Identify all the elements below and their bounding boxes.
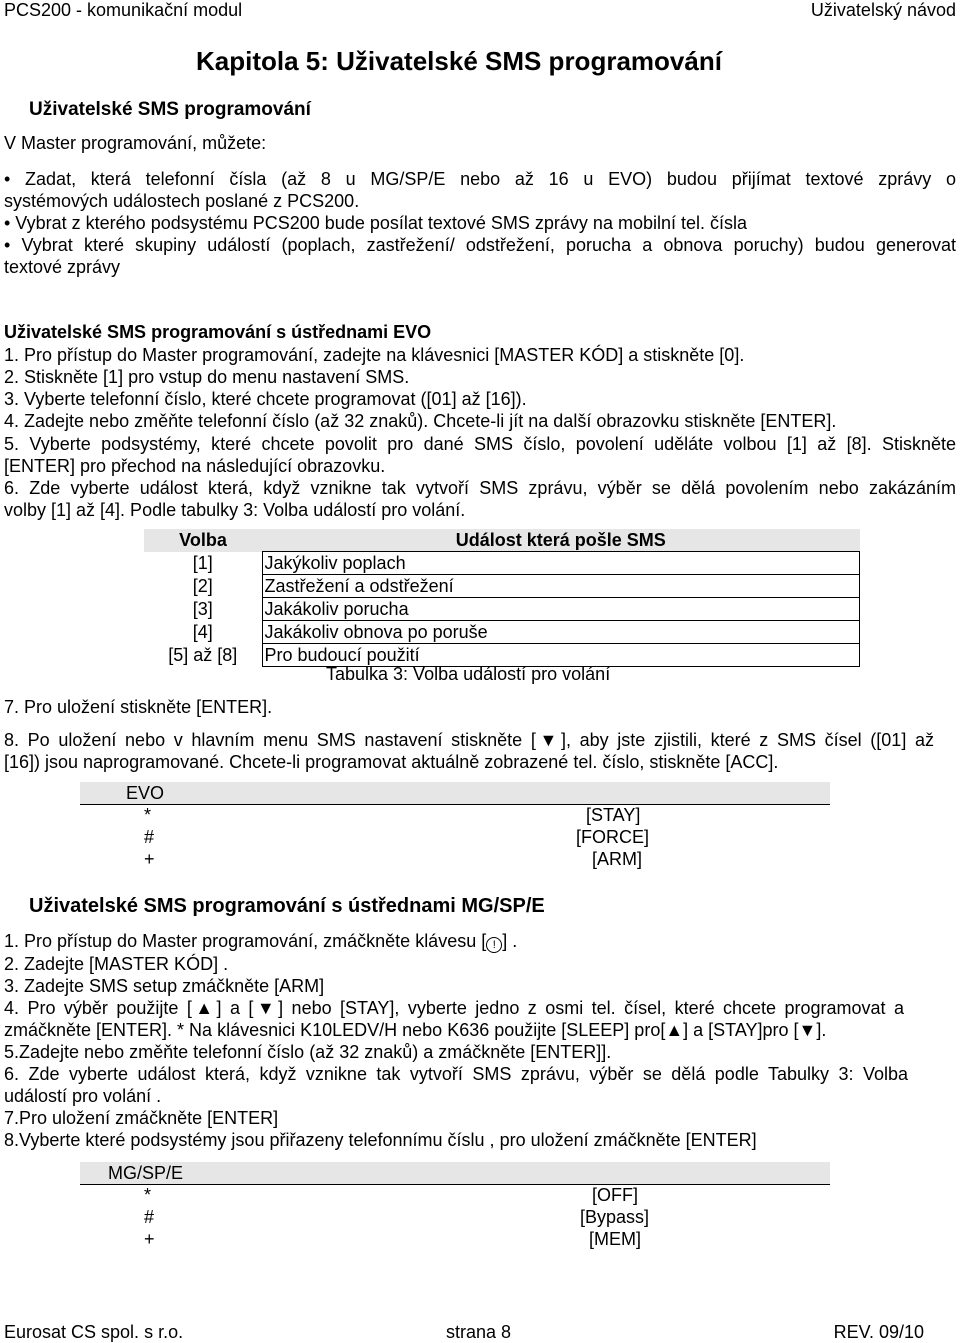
evo-keys-header bbox=[80, 782, 830, 804]
footer-revision: REV. 09/10 bbox=[833, 1322, 924, 1342]
table-cell-event: Jakákoliv obnova po poruše bbox=[262, 621, 860, 644]
mg-step-2: 2. Zadejte [MASTER KÓD] . bbox=[4, 954, 229, 974]
value-text: [Bypass] bbox=[580, 1206, 650, 1227]
bullet-2: • Vybrat z kterého podsystému PCS200 bude posílat textové SMS zprávy na mobilní tel. čísla bbox=[4, 213, 748, 233]
table-divider bbox=[80, 1184, 830, 1185]
value-cell bbox=[476, 804, 830, 826]
section-title: Uživatelské SMS programování bbox=[29, 99, 311, 120]
key-cell: * bbox=[144, 1184, 152, 1205]
event-table-head-option: Volba bbox=[144, 529, 262, 552]
evo-section-title: Uživatelské SMS programování s ústřednami EVO bbox=[4, 322, 432, 342]
table-cell-event: Jakýkoliv poplach bbox=[262, 552, 860, 575]
evo-step-8-line-2: [16]) jsou naprogramované. Chcete-li programovat aktuálně zobrazené tel. číslo, stiskněte [ACC]. bbox=[4, 752, 779, 772]
evo-step-5-line-1: 5. Vyberte podsystémy, které chcete povolit pro dané SMS číslo, povolení uděláte volbou [1] až [8]. Stiskněte bbox=[4, 434, 956, 454]
bullet-1-line-1: • Zadat, která telefonní čísla (až 8 u MG/SP/E nebo až 16 u EVO) budou přijímat textové zprávy o bbox=[4, 169, 956, 189]
key-cell: + bbox=[144, 848, 155, 869]
bullet-3-line-2: textové zprávy bbox=[4, 257, 121, 277]
evo-step-4: 4. Zadejte nebo změňte telefonní číslo (až 32 znaků). Chcete-li jít na další obrazovku stiskněte [ENTER]. bbox=[4, 411, 837, 431]
table-divider bbox=[80, 804, 830, 805]
table-row bbox=[80, 1184, 830, 1206]
value-text: [STAY] bbox=[586, 804, 641, 825]
value-text: [MEM] bbox=[589, 1228, 641, 1249]
evo-step-3: 3. Vyberte telefonní číslo, které chcete programovat ([01] až [16]). bbox=[4, 389, 527, 409]
evo-keys-head: EVO bbox=[80, 782, 830, 804]
value-text: [OFF] bbox=[592, 1184, 638, 1205]
table-caption: Tabulka 3: Volba událostí pro volání bbox=[326, 664, 611, 684]
footer-left: Eurosat CS spol. s r.o. bbox=[4, 1322, 184, 1342]
value-cell bbox=[476, 826, 830, 848]
table-row bbox=[80, 826, 830, 848]
key-cell: * bbox=[144, 804, 152, 825]
table-cell-option: [5] až [8] bbox=[168, 644, 238, 665]
evo-step-7: 7. Pro uložení stiskněte [ENTER]. bbox=[4, 697, 273, 717]
event-table-header bbox=[144, 529, 860, 552]
value-text: [ARM] bbox=[592, 848, 643, 869]
evo-step-5-line-2: [ENTER] pro přechod na následující obrazovku. bbox=[4, 456, 386, 476]
value-cell bbox=[476, 1206, 830, 1228]
event-table bbox=[144, 529, 860, 667]
footer-page: strana 8 bbox=[446, 1322, 512, 1342]
table-row bbox=[80, 1228, 830, 1250]
intro-text: V Master programování, můžete: bbox=[4, 133, 267, 153]
evo-step-8-line-1: 8. Po uložení nebo v hlavním menu SMS nastavení stiskněte [▼], aby jste zjistili, které z SMS čísel ([01] až bbox=[4, 730, 934, 750]
mg-step-6-line-2: událostí pro volání . bbox=[4, 1086, 162, 1106]
keypad-info-icon: ! bbox=[486, 937, 502, 953]
mg-keys-header bbox=[80, 1162, 830, 1184]
value-cell bbox=[476, 1184, 830, 1206]
mg-step-5: 5.Zadejte nebo změňte telefonní číslo (až 32 znaků) a zmáčkněte [ENTER]]. bbox=[4, 1042, 612, 1062]
table-cell-option: [3] bbox=[192, 598, 213, 619]
table-cell-event: Jakákoliv porucha bbox=[262, 598, 860, 621]
table-row bbox=[144, 575, 860, 598]
evo-step-6-line-2: volby [1] až [4]. Podle tabulky 3: Volba událostí pro volání. bbox=[4, 500, 466, 520]
evo-step-1: 1. Pro přístup do Master programování, zadejte na klávesnici [MASTER KÓD] a stiskněte [0]. bbox=[4, 345, 745, 365]
table-cell-event: Zastřežení a odstřežení bbox=[262, 575, 860, 598]
table-row bbox=[144, 552, 860, 575]
mg-step-4-line-1: 4. Pro výběr použijte [▲] a [▼] nebo [STAY], vyberte jedno z osmi tel. čísel, které chcete programovat a bbox=[4, 998, 904, 1018]
evo-step-6-line-1: 6. Zde vyberte událost která, když vznikne tak vytvoří SMS zprávu, výběr se dělá povolením nebo zakázáním bbox=[4, 478, 956, 498]
mg-keys-table bbox=[80, 1162, 830, 1250]
header-right: Uživatelský návod bbox=[810, 0, 956, 20]
key-cell: # bbox=[144, 826, 155, 847]
mg-step-1 bbox=[4, 930, 517, 953]
table-row bbox=[144, 621, 860, 644]
table-cell-event: Pro budoucí použití bbox=[262, 644, 860, 667]
table-row bbox=[80, 1206, 830, 1228]
table-cell-option: [4] bbox=[192, 621, 213, 642]
value-cell bbox=[476, 1228, 830, 1250]
bullet-1-line-2: systémových událostech poslané z PCS200. bbox=[4, 191, 360, 211]
mg-step-3: 3. Zadejte SMS setup zmáčkněte [ARM] bbox=[4, 976, 325, 996]
key-cell: + bbox=[144, 1228, 155, 1249]
value-text: [FORCE] bbox=[576, 826, 650, 847]
bullet-3-line-1: • Vybrat které skupiny událostí (poplach, zastřežení/ odstřežení, porucha a obnova poruchy) budou generovat bbox=[4, 235, 956, 255]
evo-step-2: 2. Stiskněte [1] pro vstup do menu nastavení SMS. bbox=[4, 367, 410, 387]
mg-keys-head: MG/SP/E bbox=[80, 1162, 830, 1184]
mg-step-1-text: 1. Pro přístup do Master programování, zmáčkněte klávesu [ bbox=[4, 931, 487, 951]
mg-step-7: 7.Pro uložení zmáčkněte [ENTER] bbox=[4, 1108, 279, 1128]
table-row bbox=[80, 848, 830, 870]
table-row bbox=[144, 598, 860, 621]
mg-section-title: Uživatelské SMS programování s ústřednami MG/SP/E bbox=[29, 895, 545, 917]
chapter-title: Kapitola 5: Uživatelské SMS programování bbox=[196, 46, 722, 76]
table-cell-option: [1] bbox=[192, 552, 213, 573]
key-cell: # bbox=[144, 1206, 155, 1227]
table-row bbox=[80, 804, 830, 826]
event-table-head-event: Událost která pošle SMS bbox=[262, 529, 860, 552]
mg-step-6-line-1: 6. Zde vyberte událost která, když vznikne tak vytvoří SMS zprávu, výběr se dělá podle Tabulky 3: Volba bbox=[4, 1064, 908, 1084]
mg-step-1-end: ] . bbox=[502, 931, 518, 951]
header-left: PCS200 - komunikační modul bbox=[4, 0, 243, 20]
value-cell bbox=[476, 848, 830, 870]
table-cell-option: [2] bbox=[192, 575, 213, 596]
evo-keys-table bbox=[80, 782, 830, 870]
mg-step-8: 8.Vyberte které podsystémy jsou přiřazeny telefonnímu číslu , pro uložení zmáčkněte [ENTER] bbox=[4, 1130, 757, 1150]
mg-step-4-line-2: zmáčkněte [ENTER]. * Na klávesnici K10LEDV/H nebo K636 použijte [SLEEP] pro[▲] a [STAY]pro [▼]. bbox=[4, 1020, 827, 1040]
